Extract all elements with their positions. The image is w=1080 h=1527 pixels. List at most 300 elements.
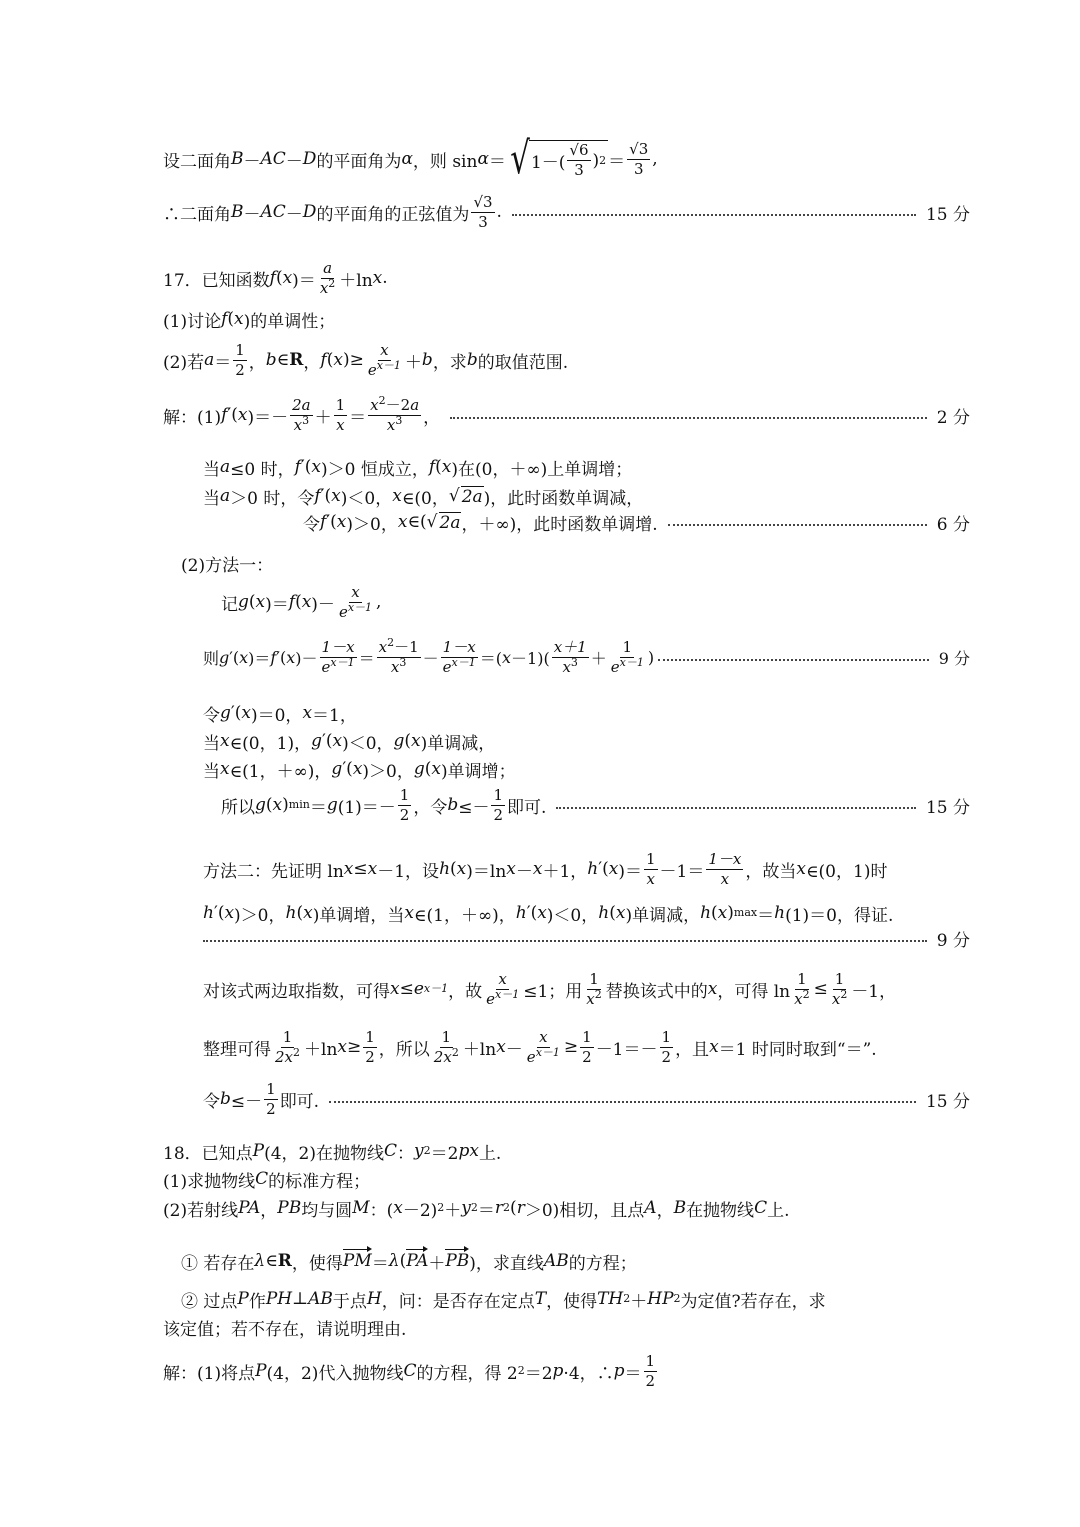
var: e — [413, 979, 424, 999]
text: 解：(1) — [163, 407, 222, 428]
var: x — [615, 903, 626, 923]
var: x — [367, 859, 378, 879]
line-11 — [221, 580, 1080, 624]
var: e — [338, 602, 348, 621]
var: g — [220, 703, 231, 723]
text: 记 — [221, 594, 238, 615]
radicand: 2a — [439, 512, 461, 533]
var: g — [255, 795, 266, 815]
text: )＞0， — [234, 905, 286, 926]
var: x — [237, 405, 248, 425]
text: ＞0)相切，且点 — [524, 1200, 645, 1221]
numerator: 1 — [645, 1351, 656, 1370]
var: x — [392, 486, 402, 506]
var: HP — [647, 1289, 674, 1309]
text: ，且 — [675, 1039, 710, 1060]
var: x — [370, 395, 379, 414]
text: 18．已知点 — [163, 1143, 253, 1164]
text: (2)方法一： — [181, 555, 274, 576]
text: ′( — [227, 405, 238, 425]
text: ( — [265, 795, 273, 815]
fraction — [441, 637, 478, 676]
line-17 — [203, 846, 1080, 892]
var: x — [234, 309, 244, 329]
text: ≤－ — [230, 1091, 263, 1112]
text: ≤ — [813, 979, 828, 999]
exponent: 3 — [570, 655, 578, 669]
numerator: √3 — [473, 192, 493, 211]
fraction — [366, 340, 403, 379]
text: )≥ — [342, 350, 364, 370]
line-1 — [163, 133, 1080, 184]
var: x — [831, 989, 841, 1008]
line-20: 对该式两边取指数，可得 x ≤ e x－1 ，故 $\frac{x}{e^{x-1}}$ ≤1；用 $\frac{1}{x^2}$ 替换该式中的 x ，可得 ln $\frac{1}{x^2}$ ≤ $\frac{1}{x^2}$ －1， — [203, 969, 897, 1008]
sqrt-expression: √ 1－( $\frac{√6}{3}$ ) 2 — [510, 133, 607, 184]
fraction — [398, 785, 412, 824]
text: ( — [275, 268, 283, 288]
text: 的方程，得 2 — [416, 1363, 518, 1384]
var: 2x — [433, 1047, 452, 1066]
fraction — [830, 969, 849, 1008]
var: g — [393, 731, 405, 751]
text: (4，2)在抛物线 — [264, 1143, 384, 1164]
var: PH — [265, 1289, 293, 1309]
fraction — [337, 582, 374, 621]
text: )＝0， — [250, 705, 303, 726]
fraction — [471, 192, 494, 231]
text: 1－( — [530, 153, 566, 173]
fraction — [432, 1027, 461, 1066]
line-18: h ′( x )＞0， h ( x )单调增，当 x ∈(1，＋∞)， h ′( x )＜0， h ( x )单调减， h ( x ) max ＝ h (1)＝0，得证. — [203, 900, 1080, 926]
text: ＞0 时，令 — [230, 488, 315, 509]
text: ) — [592, 150, 600, 171]
var: P — [252, 1141, 265, 1161]
var: x — [372, 268, 383, 288]
text: (2)若射线 — [163, 1200, 239, 1221]
var: M — [352, 1198, 370, 1218]
text: ＝1 时同时取到“＝”. — [718, 1039, 877, 1060]
var: x — [220, 731, 230, 751]
text: － — [422, 648, 439, 668]
fraction — [491, 785, 505, 824]
score-label: 15 分 — [925, 1091, 970, 1112]
var: h — [700, 903, 712, 923]
text: ＋1， — [542, 861, 588, 882]
text: )＝ — [618, 861, 642, 882]
text: 的标准方程； — [268, 1171, 371, 1192]
text: ≥ — [563, 1037, 579, 1057]
vector: PM — [342, 1251, 372, 1271]
var: 2x — [275, 1047, 294, 1066]
text: ≤ — [353, 859, 368, 879]
text: － — [285, 204, 303, 225]
numerator: 1 — [266, 1079, 276, 1098]
text: (4，2)代入抛物线 — [266, 1363, 404, 1384]
text: ＝ — [349, 407, 367, 428]
var: x — [255, 592, 266, 612]
var: x — [393, 1198, 403, 1218]
text: ＝2 — [524, 1363, 553, 1384]
text: )单调减， — [420, 733, 496, 754]
text: ≥ — [347, 1037, 362, 1057]
var: f — [320, 350, 327, 370]
text: ∴二面角 — [163, 204, 231, 225]
var: x — [293, 415, 303, 434]
var: x — [386, 415, 396, 434]
var: x — [331, 486, 341, 506]
exponent: x－1 — [451, 655, 476, 669]
exponent: x－1 — [619, 655, 644, 669]
text: ′( — [230, 703, 242, 723]
var: f — [294, 457, 301, 477]
var: D — [302, 149, 317, 169]
text: )＞0， — [362, 761, 414, 782]
var: x — [220, 759, 230, 779]
exponent: 2 — [293, 1045, 301, 1059]
var: x — [239, 647, 249, 667]
numerator: x — [498, 969, 507, 988]
var: e — [442, 657, 452, 676]
exponent: 3 — [395, 413, 403, 427]
numerator: 1 — [645, 849, 656, 868]
text: 整理可得 — [203, 1039, 271, 1060]
text: ∈(0，1)， — [229, 733, 312, 754]
var: h — [598, 903, 610, 923]
var: x — [337, 1037, 347, 1057]
text: ≤ — [399, 979, 414, 999]
exponent: 2 — [451, 1045, 459, 1059]
fraction — [525, 1027, 562, 1066]
numerator: √3 — [629, 139, 649, 158]
numerator: 1 — [282, 1027, 293, 1046]
fraction — [233, 340, 247, 379]
text: )＝ — [292, 270, 316, 291]
text: －1， — [851, 981, 897, 1002]
text: ≤1；用 — [523, 981, 583, 1002]
text: ＋ — [630, 1291, 648, 1312]
var: x — [796, 859, 806, 879]
var: C — [754, 1198, 768, 1218]
var: h — [774, 903, 786, 923]
text: , — [652, 149, 658, 169]
var: a — [410, 395, 420, 414]
var: y — [461, 1198, 471, 1218]
var: h — [285, 903, 297, 923]
line-8 — [203, 482, 1080, 510]
denominator: 3 — [478, 212, 488, 231]
line-12 — [203, 634, 972, 680]
text: ≤－ — [458, 797, 490, 818]
text: ，故当 — [745, 861, 797, 882]
numerator: 2a — [292, 395, 311, 414]
var: g — [238, 592, 249, 612]
text: . — [382, 268, 388, 288]
line-28 — [163, 1314, 1080, 1340]
text: ) — [282, 795, 289, 815]
numerator: x＋1 — [553, 637, 587, 656]
var: f — [288, 592, 296, 612]
var: f — [221, 309, 228, 329]
text: ∈( — [407, 512, 427, 532]
var: λ — [388, 1251, 400, 1271]
text: ( — [435, 457, 442, 477]
var: P — [255, 1361, 267, 1381]
var: a — [220, 486, 231, 506]
text: 令 — [203, 705, 220, 726]
denominator: 2 — [235, 360, 245, 379]
text: 即可. — [507, 797, 547, 818]
text: )－ — [295, 648, 318, 668]
denominator: x — [646, 869, 655, 888]
var: x — [456, 859, 467, 879]
exponent: 2 — [378, 393, 386, 407]
var: x — [506, 859, 516, 879]
var: r — [516, 1198, 525, 1218]
text: ∈(1，＋∞)， — [229, 761, 332, 782]
fraction — [644, 849, 658, 888]
line-14 — [203, 728, 1080, 754]
line-23: 18．已知点 P (4，2)在抛物线 C ： y 2 ＝2 px 上. — [163, 1138, 1080, 1164]
line-22 — [203, 1076, 972, 1122]
var: AC — [260, 202, 286, 222]
denominator: 2 — [661, 1047, 672, 1066]
text: ＝ — [309, 797, 327, 818]
var: e — [610, 657, 620, 676]
line-19 — [203, 926, 972, 950]
line-24 — [163, 1166, 1080, 1192]
var: AC — [260, 149, 286, 169]
var: f — [269, 268, 276, 288]
text: 的取值范围. — [477, 352, 569, 373]
text: 当 — [203, 459, 220, 480]
line-26 — [181, 1246, 1080, 1276]
text: ( — [424, 759, 432, 779]
line-16: 所以 g ( x ) min ＝ g (1)＝－ $\frac{1}{2}$ ，令 b ≤－ $\frac{1}{2}$ 即可. 15 分 — [221, 785, 970, 824]
denominator: 2 — [266, 1099, 276, 1118]
var: x — [537, 903, 547, 923]
text: . — [496, 202, 502, 222]
text: －2) — [402, 1200, 438, 1221]
denominator: 2 — [399, 805, 410, 824]
text: ＝ — [757, 905, 775, 926]
numerator: 1－x — [708, 849, 742, 868]
dotted-leader — [668, 524, 927, 526]
text: ， — [303, 352, 321, 373]
text: ′( — [326, 512, 337, 532]
fraction — [584, 969, 603, 1008]
numerator: 1－x — [442, 637, 476, 656]
text: 于点 — [332, 1291, 367, 1312]
var: x — [241, 703, 251, 723]
text: ＝ — [608, 151, 626, 172]
var: g — [331, 759, 343, 779]
var: r — [494, 1198, 504, 1218]
text: ，令 — [413, 797, 448, 818]
var: α — [401, 149, 413, 169]
text: 替换该式中的 — [605, 981, 708, 1002]
text: 在抛物线 — [686, 1200, 755, 1221]
var: g — [326, 795, 338, 815]
fraction — [318, 258, 337, 297]
text: － — [243, 151, 261, 172]
line-9 — [303, 508, 972, 536]
text: ′( — [320, 486, 332, 506]
text: 设二面角 — [163, 151, 231, 172]
var: B — [231, 202, 244, 222]
vector: PB — [445, 1251, 470, 1271]
text: ( — [450, 859, 457, 879]
var: p — [552, 1361, 564, 1381]
var: C — [384, 1141, 398, 1161]
text: ＝1， — [312, 705, 357, 726]
score-label: 9 分 — [936, 930, 970, 951]
var: PB — [277, 1198, 302, 1218]
text: ＋ln — [462, 1039, 497, 1060]
numerator: 1 — [834, 969, 845, 988]
var: f — [428, 457, 436, 477]
var: α — [477, 149, 489, 169]
var: TH — [597, 1289, 624, 1309]
text: ＋ — [444, 1200, 462, 1221]
text: ， — [260, 1200, 278, 1221]
text: －2 — [385, 395, 411, 414]
text: ， — [423, 407, 441, 428]
numerator: 1 — [399, 785, 410, 804]
fraction — [706, 849, 743, 888]
dotted-leader — [658, 659, 929, 661]
text: ( — [510, 1198, 517, 1218]
real-set-symbol: R — [277, 1251, 292, 1271]
numerator: a — [323, 258, 333, 277]
line-15 — [203, 756, 1080, 782]
numerator: 1 — [365, 1027, 375, 1046]
numerator: 1 — [493, 785, 504, 804]
var: e — [526, 1047, 536, 1066]
text: ′( — [526, 903, 538, 923]
text: 当 — [203, 761, 220, 782]
text: 为定值?若存在，求 — [680, 1291, 826, 1312]
var: h — [203, 903, 214, 923]
var: h — [439, 859, 451, 879]
dotted-leader — [450, 417, 927, 419]
text: (1)求抛物线 — [163, 1171, 256, 1192]
text: ∈(1，＋∞)， — [413, 905, 516, 926]
text: )，求直线 — [469, 1253, 544, 1274]
numerator: x — [539, 1027, 548, 1046]
var: g — [219, 647, 230, 667]
var: f — [270, 647, 277, 667]
exponent: 2 — [594, 987, 602, 1001]
text: ′( — [213, 903, 225, 923]
var: B — [673, 1198, 687, 1218]
var: AB — [308, 1289, 333, 1309]
text: )－ — [311, 594, 335, 615]
var: x — [390, 657, 400, 676]
denominator: 2 — [645, 1371, 656, 1390]
text: )单调减， — [625, 905, 701, 926]
text: 则 — [203, 648, 220, 668]
exponent: x－1 — [535, 1045, 560, 1059]
text: 对该式两边取指数，可得 — [203, 981, 390, 1002]
numerator: 1 — [797, 969, 807, 988]
var: a — [204, 350, 215, 370]
text: 的平面角为 — [316, 151, 402, 172]
text: (1)＝0，得证. — [785, 905, 894, 926]
text: 令 — [303, 514, 320, 535]
fraction — [580, 1027, 594, 1066]
var: x — [496, 1037, 506, 1057]
fraction — [320, 637, 357, 676]
var: x — [390, 979, 400, 999]
denominator: 3 — [574, 161, 584, 179]
fraction — [660, 1027, 674, 1066]
score-label: 2 分 — [936, 407, 970, 428]
var: e — [367, 360, 377, 379]
text: ， — [656, 1200, 674, 1221]
line-10 — [181, 550, 1080, 576]
var: x — [562, 657, 571, 676]
text: , — [376, 592, 382, 612]
var: g — [413, 759, 425, 779]
var: D — [302, 202, 317, 222]
radical-sign: √ — [448, 486, 460, 506]
var: x — [286, 647, 296, 667]
fraction — [273, 1027, 302, 1066]
text: ·4，∴ — [563, 1363, 614, 1384]
line-21 — [203, 1024, 1080, 1070]
denominator: 2 — [493, 805, 504, 824]
text: )单调增，当 — [312, 905, 405, 926]
var: AB — [543, 1251, 569, 1271]
numerator: 1 — [335, 395, 346, 414]
text: )单调增； — [440, 761, 516, 782]
var: x — [319, 278, 329, 297]
denominator: 2 — [582, 1047, 592, 1066]
text: 该定值；若不存在，请说明理由. — [163, 1319, 407, 1340]
radical-sign: √ — [510, 133, 530, 184]
fraction — [552, 637, 589, 676]
text: －1，设 — [377, 861, 440, 882]
var: P — [237, 1289, 249, 1309]
text: 17．已知函数 — [163, 270, 270, 291]
exponent: x－1 — [376, 358, 401, 372]
var: e — [486, 989, 495, 1008]
fraction — [334, 395, 348, 434]
text: ) — [647, 647, 655, 667]
text: (1)＝－ — [337, 797, 396, 818]
text: 的方程； — [568, 1253, 637, 1274]
var: x — [333, 350, 343, 370]
var: b — [220, 1089, 231, 1109]
var: x — [501, 647, 512, 667]
text: 均与圆 — [301, 1200, 353, 1221]
var: C — [403, 1361, 417, 1381]
text: )＝ — [265, 594, 289, 615]
dotted-leader — [512, 214, 916, 216]
var: x — [404, 903, 414, 923]
var: x — [532, 859, 543, 879]
var: x — [586, 989, 595, 1008]
radical-sign: √ — [426, 512, 438, 532]
var: a — [220, 457, 231, 477]
var: x — [717, 903, 728, 923]
text: 所以 — [221, 797, 255, 818]
fraction — [363, 1027, 377, 1066]
fraction — [567, 143, 590, 178]
line-4 — [163, 306, 1080, 332]
numerator: 1 — [235, 340, 245, 359]
var: T — [534, 1289, 547, 1309]
